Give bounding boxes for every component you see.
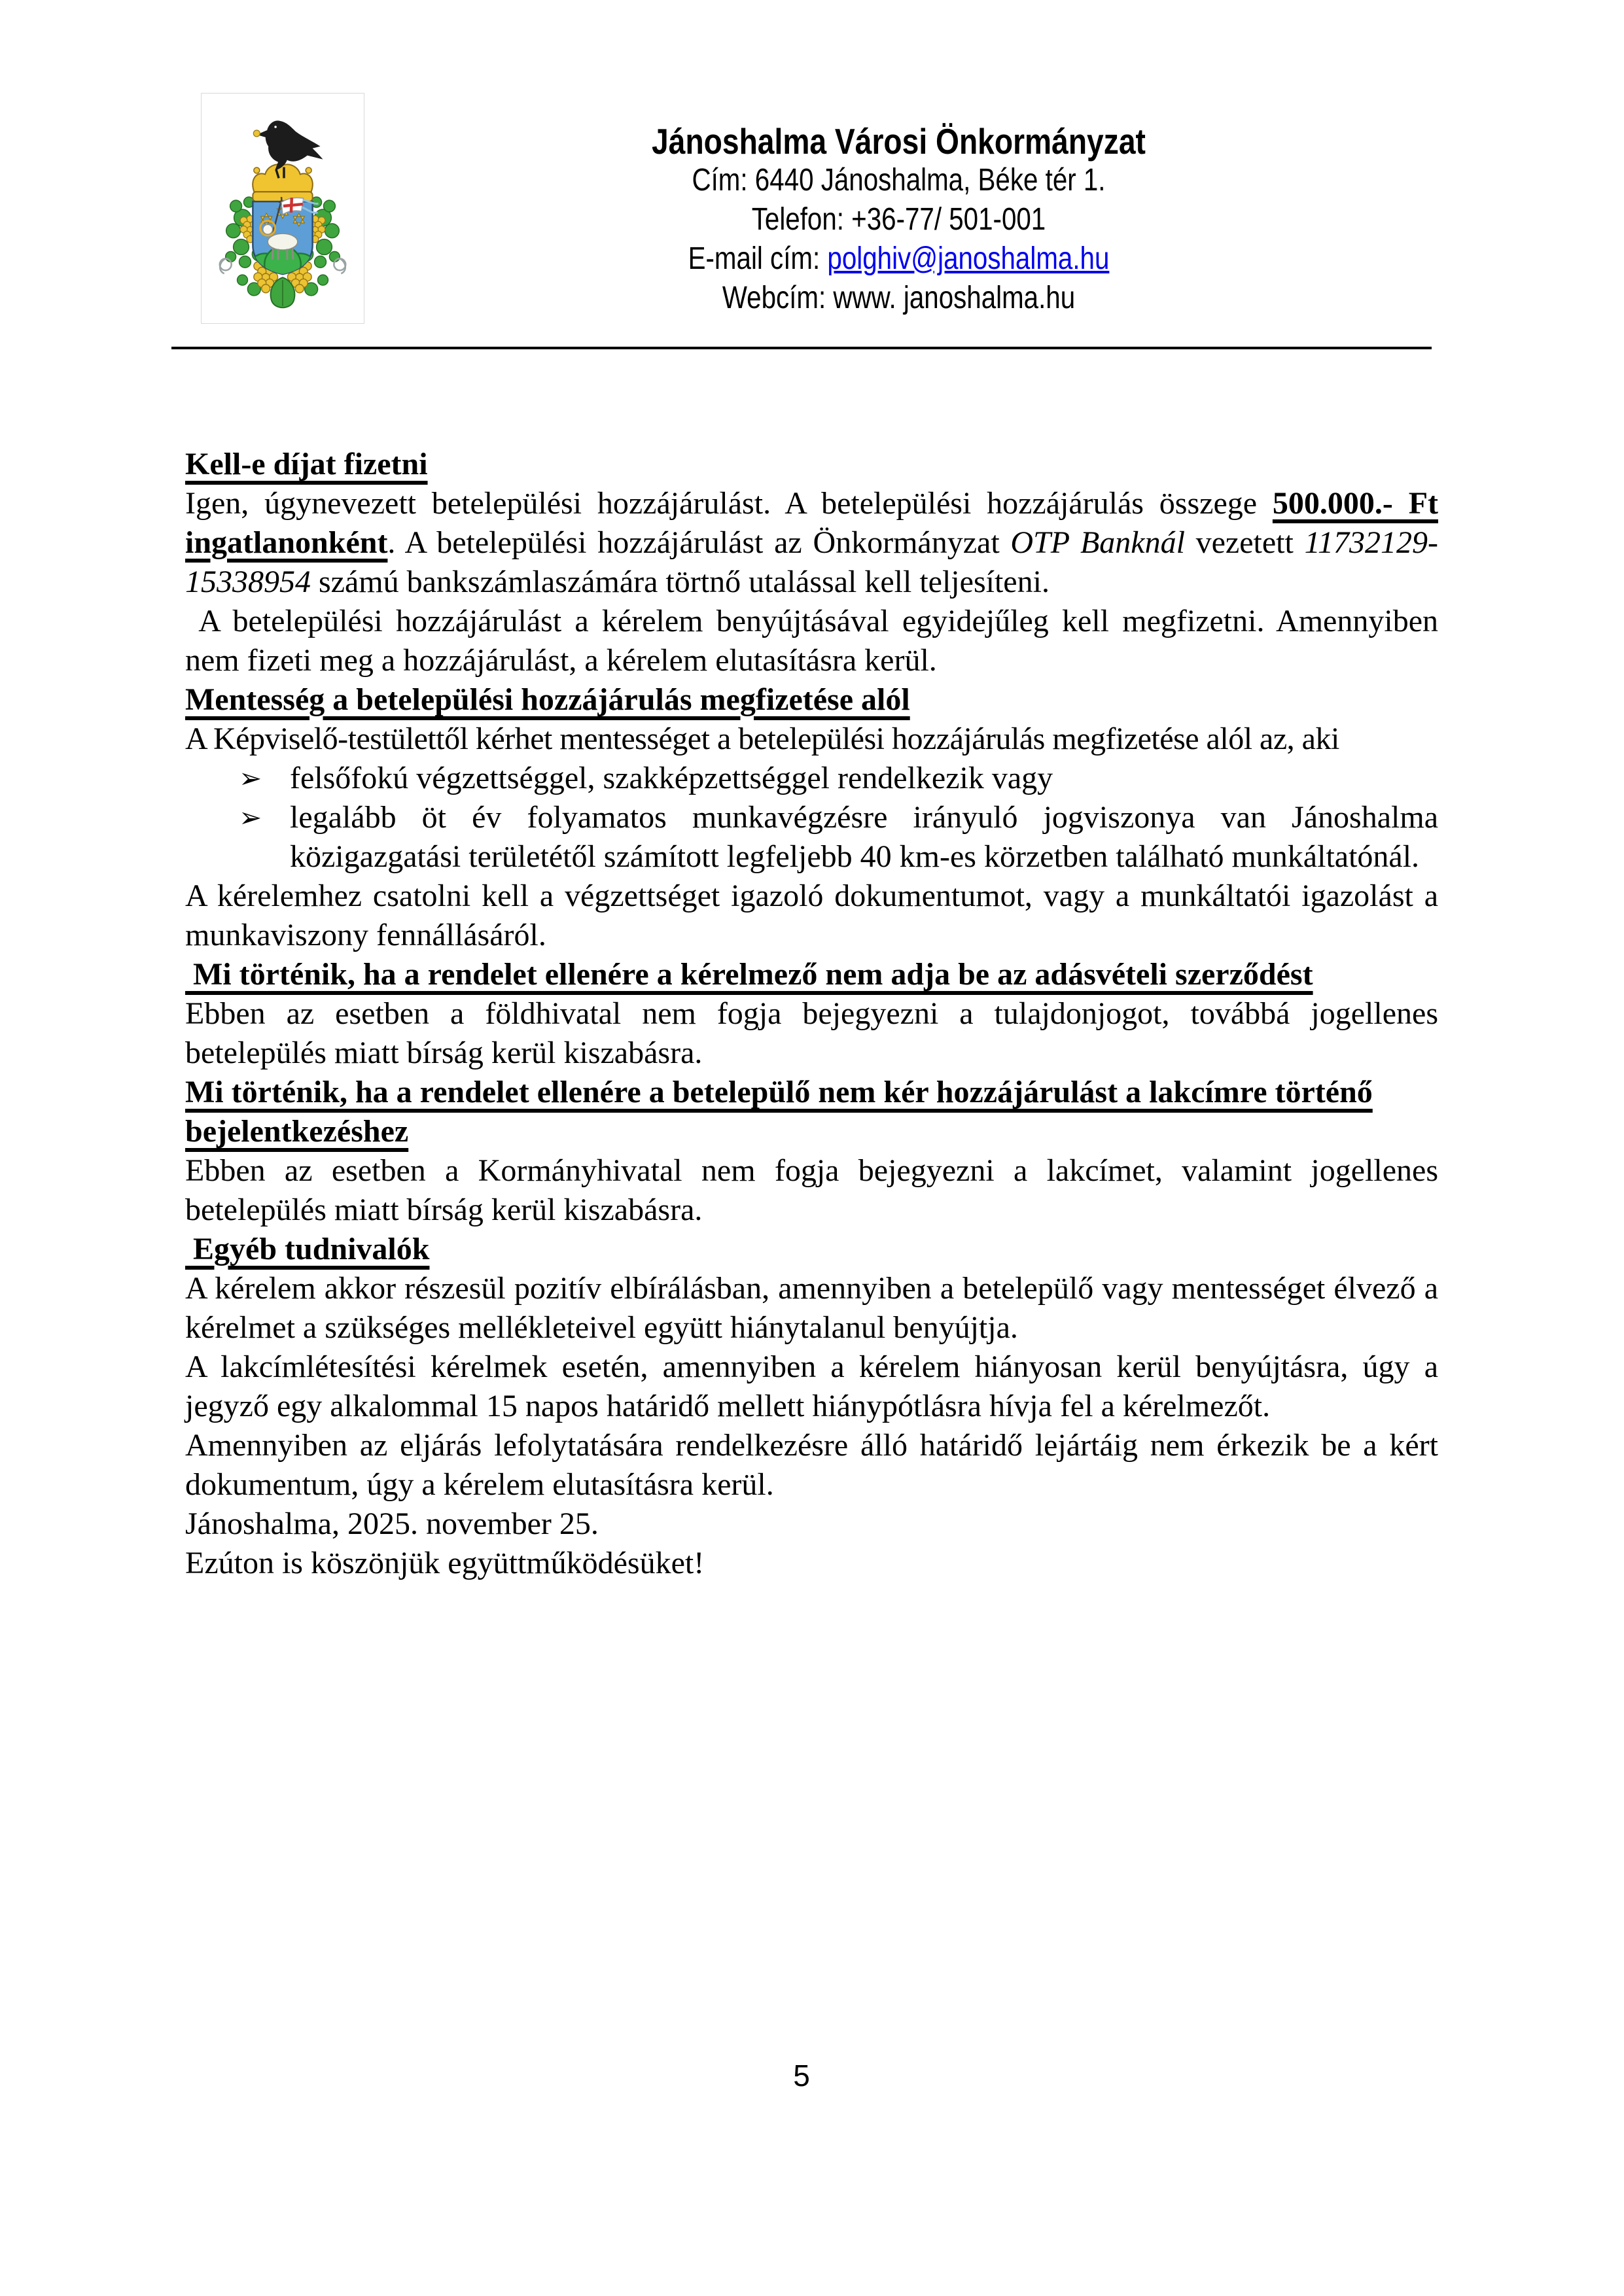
para-no-address-consent: Ebben az esetben a Kormányhivatal nem fogja bejegyezni a lakcímet, valamint jogellenes betelepülés miatt bírság kerül kiszabásra. [185, 1153, 1438, 1227]
org-email-line [450, 239, 1348, 279]
email-link[interactable]: polghiv@janoshalma.hu [827, 241, 1110, 276]
para-fee-payment-timing: A betelepülési hozzájárulást a kérelem benyújtásával egyidejűleg kell megfizetni. Amennyiben nem fizeti meg a hozzájárulást, a kérelem elutasításra kerül. [185, 604, 1447, 678]
header-contact-block [364, 93, 1433, 318]
org-name: Jánoshalma Városi Önkormányzat [652, 121, 1146, 162]
bullet-text-qualification: felsőfokú végzettséggel, szakképzettséggel rendelkezik vagy [290, 761, 1053, 795]
date-line: Jánoshalma, 2025. november 25. [185, 1506, 599, 1541]
fee-text-3: vezetett [1184, 525, 1305, 560]
bullet-arrow-icon: ➢ [239, 762, 262, 794]
email-label: E-mail cím: [688, 241, 828, 276]
list-item [185, 798, 1438, 877]
document-body [185, 445, 1447, 1583]
fee-text-1: Igen, úgynevezett betelepülési hozzájárulást. A betelepülési hozzájárulás összege [185, 486, 1273, 521]
para-exemption-intro: A Képviselő-testülettől kérhet mentességet a betelepülési hozzájárulás megfizetése alól az, aki [185, 722, 1339, 756]
para-no-sales-contract: Ebben az esetben a földhivatal nem fogja bejegyezni a tulajdonjogot, továbbá jogellenes betelepülés miatt bírság kerül kiszabásra. [185, 996, 1438, 1070]
heading-no-address-consent: Mi történik, ha a rendelet ellenére a betelepülő nem kér hozzájárulást a lakcímre történő bejelentkezéshez [185, 1075, 1373, 1149]
bullet-arrow-icon: ➢ [239, 801, 262, 833]
org-address-line: Cím: 6440 Jánoshalma, Béke tér 1. [692, 163, 1106, 198]
heading-fee-required: Kell-e díjat fizetni [185, 447, 428, 481]
para-attachments: A kérelemhez csatolni kell a végzettséget igazoló dokumentumot, vagy a munkáltatói igazolást a munkaviszony fennállásáról. [185, 878, 1438, 952]
heading-no-sales-contract: Mi történik, ha a rendelet ellenére a kérelmező nem adja be az adásvételi szerződést [185, 957, 1313, 992]
fee-text-2: . A betelepülési hozzájárulást az Önkormányzat [387, 525, 1011, 560]
page-number: 5 [793, 2059, 810, 2093]
list-item [185, 759, 1438, 798]
para-fee-amount [185, 484, 1438, 602]
bullet-text-employment: legalább öt év folyamatos munkavégzésre irányuló jogviszonya van Jánoshalma közigazgatási területétől számított legfeljebb 40 km-es körzetben található munkáltatónál. [290, 800, 1438, 874]
heading-other-info: Egyéb tudnivalók [185, 1232, 430, 1266]
fee-amount-bold: 500.000.- Ft ingatlanonként [185, 486, 1438, 560]
logo-box [201, 93, 364, 324]
closing-line: Ezúton is köszönjük együttműködésüket! [185, 1546, 705, 1580]
document-header [201, 93, 1433, 324]
janoshalma-coat-of-arms-icon [202, 94, 363, 322]
bank-name-italic: OTP Banknál [1010, 525, 1185, 560]
para-deadline-rejection: Amennyiben az eljárás lefolytatására rendelkezésre álló határidő lejártáig nem érkezik be a kért dokumentum, úgy a kérelem elutasításra kerül. [185, 1428, 1438, 1502]
org-web-line: Webcím: www. janoshalma.hu [722, 281, 1076, 315]
fee-text-4: számú bankszámlaszámára törtnő utalással kell teljesíteni. [311, 565, 1050, 599]
heading-exemption: Mentesség a betelepülési hozzájárulás megfizetése alól [185, 682, 910, 717]
header-divider [171, 347, 1432, 349]
org-phone-line: Telefon: +36-77/ 501-001 [751, 202, 1046, 237]
bank-account-italic: 11732129-15338954 [185, 525, 1438, 599]
para-positive-decision: A kérelem akkor részesül pozitív elbírálásban, amennyiben a betelepülő vagy mentességet élvező a kérelmet a szükséges mellékleteivel együtt hiánytalanul benyújtja. [185, 1271, 1438, 1345]
para-deficiency-notice: A lakcímlétesítési kérelmek esetén, amennyiben a kérelem hiányosan kerül benyújtásra, úgy a jegyző egy alkalommal 15 napos határidő mellett hiánypótlásra hívja fel a kérelmezőt. [185, 1349, 1438, 1423]
